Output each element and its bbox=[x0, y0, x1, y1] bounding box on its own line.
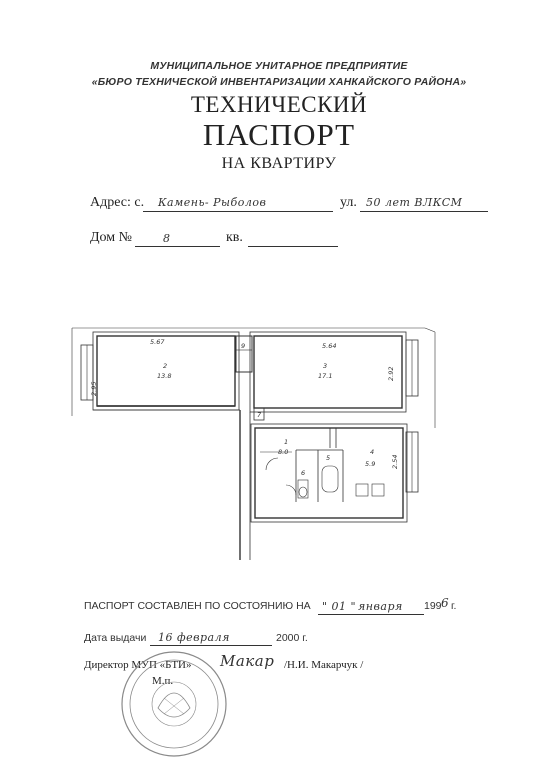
org-name-line1: МУНИЦИПАЛЬНОЕ УНИТАРНОЕ ПРЕДПРИЯТИЕ bbox=[150, 60, 408, 72]
room1-area: 8.0 bbox=[278, 448, 289, 456]
director-name: /Н.И. Макарчук / bbox=[284, 659, 364, 671]
apt-line bbox=[248, 246, 338, 247]
room7-number: 7 bbox=[257, 411, 262, 419]
director-signature: Макар bbox=[220, 652, 275, 670]
state-day: " 01 " bbox=[322, 600, 357, 613]
room2-area: 13.8 bbox=[157, 372, 172, 380]
address-label: Адрес: с. bbox=[90, 195, 145, 210]
room6-number: 6 bbox=[301, 469, 306, 477]
room2-width: 5.67 bbox=[150, 338, 165, 346]
room4-number: 4 bbox=[370, 448, 375, 456]
issue-year: 2000 г. bbox=[276, 632, 308, 644]
street-value: 50 лет ВЛКСМ bbox=[366, 196, 463, 209]
room9-number: 9 bbox=[241, 342, 246, 350]
issue-date: 16 февраля bbox=[158, 631, 230, 644]
room3-width: 5.64 bbox=[322, 342, 337, 350]
title-technical: ТЕХНИЧЕСКИЙ bbox=[190, 92, 368, 117]
state-year-prefix: 199 bbox=[424, 600, 442, 612]
title-for-apartment: НА КВАРТИРУ bbox=[221, 155, 337, 172]
street-label: ул. bbox=[340, 195, 357, 210]
room2-number: 2 bbox=[163, 362, 168, 370]
floor-plan bbox=[60, 320, 480, 560]
title-passport: ПАСПОРТ bbox=[202, 117, 356, 152]
state-label: ПАСПОРТ СОСТАВЛЕН ПО СОСТОЯНИЮ НА bbox=[84, 600, 311, 612]
state-month: января bbox=[358, 600, 403, 613]
issue-label: Дата выдачи bbox=[84, 632, 147, 644]
apt-label: кв. bbox=[226, 230, 243, 245]
state-year-digit: 6 bbox=[441, 596, 450, 610]
house-value: 8 bbox=[163, 232, 171, 245]
settlement-line bbox=[143, 211, 333, 212]
director-label: Директор МУП «БТИ» bbox=[84, 659, 192, 671]
state-date-line bbox=[318, 614, 424, 615]
org-name-line2: «БЮРО ТЕХНИЧЕСКОЙ ИНВЕНТАРИЗАЦИИ ХАНКАЙСКОГО РАЙОНА» bbox=[91, 76, 467, 88]
issue-line bbox=[150, 645, 272, 646]
room5-number: 5 bbox=[326, 454, 331, 462]
room3-area: 17.1 bbox=[318, 372, 333, 380]
mp-label: М.п. bbox=[152, 675, 174, 687]
room3-depth: 2.92 bbox=[387, 366, 395, 381]
street-line bbox=[360, 211, 488, 212]
room4-area: 5.9 bbox=[365, 460, 376, 468]
settlement-value: Камень- Рыболов bbox=[158, 196, 267, 209]
house-label: Дом № bbox=[90, 230, 132, 245]
house-line bbox=[135, 246, 220, 247]
room2-depth: 2.95 bbox=[90, 381, 98, 396]
official-stamp bbox=[118, 648, 230, 760]
state-year-suffix: г. bbox=[451, 600, 457, 612]
room4-depth: 2.54 bbox=[391, 454, 399, 469]
room1-number: 1 bbox=[284, 438, 289, 446]
room3-number: 3 bbox=[323, 362, 328, 370]
